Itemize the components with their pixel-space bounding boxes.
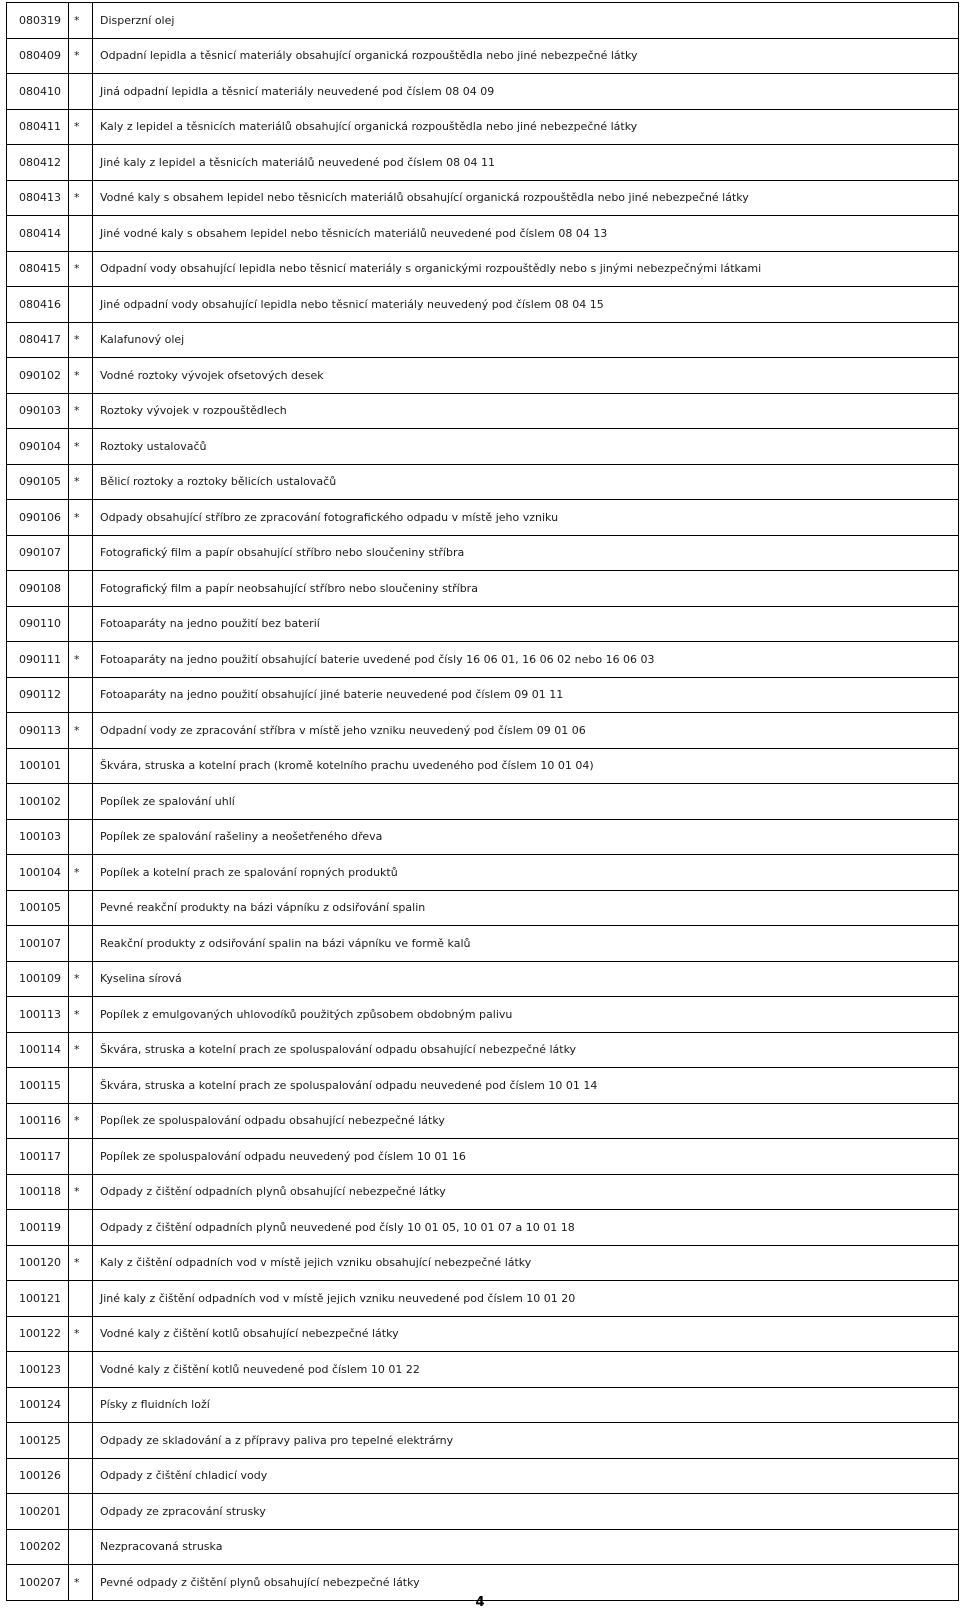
- waste-description-cell: Popílek ze spoluspalování odpadu neuvedený pod číslem 10 01 16: [93, 1139, 959, 1175]
- hazard-flag-cell: [69, 748, 93, 784]
- waste-description-cell: Odpady ze skladování a z přípravy paliva pro tepelné elektrárny: [93, 1423, 959, 1459]
- hazard-flag-cell: [69, 145, 93, 181]
- table-row: [7, 429, 959, 465]
- table-row: [7, 1387, 959, 1423]
- table-row: [7, 606, 959, 642]
- table-row: [7, 819, 959, 855]
- page-number: 4: [475, 1595, 485, 1610]
- waste-code-cell: 090113: [7, 713, 69, 749]
- hazard-flag-cell: [69, 1210, 93, 1246]
- hazard-flag-cell: *: [69, 1103, 93, 1139]
- waste-code-cell: 100103: [7, 819, 69, 855]
- table-row: [7, 997, 959, 1033]
- waste-code-cell: 090102: [7, 358, 69, 394]
- table-row: [7, 322, 959, 358]
- table-row: [7, 961, 959, 997]
- table-row: [7, 393, 959, 429]
- hazard-flag-cell: *: [69, 997, 93, 1033]
- table-row: [7, 145, 959, 181]
- waste-code-cell: 080409: [7, 38, 69, 74]
- waste-description-cell: Popílek ze spalování uhlí: [93, 784, 959, 820]
- waste-description-cell: Jiné odpadní vody obsahující lepidla nebo těsnicí materiály neuvedený pod číslem 08 04 15: [93, 287, 959, 323]
- hazard-flag-cell: *: [69, 3, 93, 39]
- hazard-flag-cell: [69, 1458, 93, 1494]
- waste-code-cell: 080319: [7, 3, 69, 39]
- waste-description-cell: Popílek ze spalování rašeliny a neošetřeného dřeva: [93, 819, 959, 855]
- waste-code-cell: 090106: [7, 500, 69, 536]
- waste-code-cell: 080415: [7, 251, 69, 287]
- hazard-flag-cell: [69, 1494, 93, 1530]
- waste-code-cell: 090111: [7, 642, 69, 678]
- waste-description-cell: Vodné roztoky vývojek ofsetových desek: [93, 358, 959, 394]
- waste-code-cell: 100201: [7, 1494, 69, 1530]
- waste-description-cell: Vodné kaly z čištění kotlů neuvedené pod číslem 10 01 22: [93, 1352, 959, 1388]
- waste-code-cell: 100122: [7, 1316, 69, 1352]
- hazard-flag-cell: [69, 1529, 93, 1565]
- hazard-flag-cell: *: [69, 429, 93, 465]
- waste-code-cell: 100124: [7, 1387, 69, 1423]
- waste-code-cell: 100113: [7, 997, 69, 1033]
- waste-description-cell: Odpady z čištění odpadních plynů neuvedené pod čísly 10 01 05, 10 01 07 a 10 01 18: [93, 1210, 959, 1246]
- waste-code-cell: 100116: [7, 1103, 69, 1139]
- waste-description-cell: Popílek a kotelní prach ze spalování ropných produktů: [93, 855, 959, 891]
- waste-code-cell: 100123: [7, 1352, 69, 1388]
- table-row: [7, 890, 959, 926]
- table-row: [7, 358, 959, 394]
- table-row: [7, 3, 959, 39]
- table-row: [7, 1529, 959, 1565]
- hazard-flag-cell: *: [69, 251, 93, 287]
- hazard-flag-cell: *: [69, 109, 93, 145]
- waste-description-cell: Kyselina sírová: [93, 961, 959, 997]
- waste-description-cell: Jiné vodné kaly s obsahem lepidel nebo těsnicích materiálů neuvedené pod číslem 08 04 13: [93, 216, 959, 252]
- waste-code-cell: 080412: [7, 145, 69, 181]
- waste-description-cell: Pevné reakční produkty na bázi vápníku z odsiřování spalin: [93, 890, 959, 926]
- waste-description-cell: Písky z fluidních loží: [93, 1387, 959, 1423]
- waste-code-cell: 090104: [7, 429, 69, 465]
- waste-code-cell: 080410: [7, 74, 69, 110]
- hazard-flag-cell: [69, 216, 93, 252]
- table-row: [7, 287, 959, 323]
- waste-code-cell: 100114: [7, 1032, 69, 1068]
- waste-description-cell: Odpadní vody obsahující lepidla nebo těsnicí materiály s organickými rozpouštědly nebo s jinými nebezpečnými látkami: [93, 251, 959, 287]
- table-row: [7, 1316, 959, 1352]
- waste-description-cell: Škvára, struska a kotelní prach ze spoluspalování odpadu neuvedené pod číslem 10 01 14: [93, 1068, 959, 1104]
- hazard-flag-cell: [69, 606, 93, 642]
- waste-description-cell: Vodné kaly z čištění kotlů obsahující nebezpečné látky: [93, 1316, 959, 1352]
- waste-code-cell: 100202: [7, 1529, 69, 1565]
- waste-code-cell: 100107: [7, 926, 69, 962]
- hazard-flag-cell: [69, 1139, 93, 1175]
- table-row: [7, 1494, 959, 1530]
- table-row: [7, 1458, 959, 1494]
- hazard-flag-cell: [69, 535, 93, 571]
- hazard-flag-cell: [69, 926, 93, 962]
- waste-description-cell: Disperzní olej: [93, 3, 959, 39]
- table-row: [7, 74, 959, 110]
- waste-code-cell: 080417: [7, 322, 69, 358]
- waste-code-cell: 100115: [7, 1068, 69, 1104]
- waste-code-cell: 100104: [7, 855, 69, 891]
- waste-code-cell: 080416: [7, 287, 69, 323]
- hazard-flag-cell: [69, 1068, 93, 1104]
- table-row: [7, 713, 959, 749]
- waste-code-cell: 090105: [7, 464, 69, 500]
- table-row: [7, 251, 959, 287]
- table-row: [7, 1352, 959, 1388]
- waste-description-cell: Odpadní lepidla a těsnicí materiály obsahující organická rozpouštědla nebo jiné nebezpečné látky: [93, 38, 959, 74]
- hazard-flag-cell: [69, 74, 93, 110]
- table-row: [7, 677, 959, 713]
- table-row: [7, 1032, 959, 1068]
- waste-code-cell: 100118: [7, 1174, 69, 1210]
- table-row: [7, 109, 959, 145]
- hazard-flag-cell: [69, 1423, 93, 1459]
- hazard-flag-cell: *: [69, 1245, 93, 1281]
- table-row: [7, 535, 959, 571]
- waste-description-cell: Fotografický film a papír obsahující stříbro nebo sloučeniny stříbra: [93, 535, 959, 571]
- hazard-flag-cell: [69, 784, 93, 820]
- waste-description-cell: Odpady obsahující stříbro ze zpracování fotografického odpadu v místě jeho vzniku: [93, 500, 959, 536]
- waste-code-cell: 100105: [7, 890, 69, 926]
- hazard-flag-cell: *: [69, 1565, 93, 1601]
- waste-description-cell: Bělicí roztoky a roztoky bělicích ustalovačů: [93, 464, 959, 500]
- table-row: [7, 38, 959, 74]
- waste-description-cell: Škvára, struska a kotelní prach ze spoluspalování odpadu obsahující nebezpečné látky: [93, 1032, 959, 1068]
- waste-description-cell: Kaly z lepidel a těsnicích materiálů obsahující organická rozpouštědla nebo jiné nebezpečné látky: [93, 109, 959, 145]
- waste-description-cell: Nezpracovaná struska: [93, 1529, 959, 1565]
- waste-description-cell: Fotoaparáty na jedno použití obsahující jiné baterie neuvedené pod číslem 09 01 11: [93, 677, 959, 713]
- hazard-flag-cell: *: [69, 500, 93, 536]
- waste-description-cell: Jiné kaly z lepidel a těsnicích materiálů neuvedené pod číslem 08 04 11: [93, 145, 959, 181]
- waste-code-cell: 090103: [7, 393, 69, 429]
- hazard-flag-cell: *: [69, 1174, 93, 1210]
- hazard-flag-cell: *: [69, 642, 93, 678]
- hazard-flag-cell: *: [69, 961, 93, 997]
- waste-code-cell: 080413: [7, 180, 69, 216]
- hazard-flag-cell: [69, 571, 93, 607]
- table-row: [7, 855, 959, 891]
- hazard-flag-cell: [69, 890, 93, 926]
- table-row: [7, 464, 959, 500]
- table-row: [7, 748, 959, 784]
- waste-description-cell: Reakční produkty z odsiřování spalin na bázi vápníku ve formě kalů: [93, 926, 959, 962]
- waste-description-cell: Škvára, struska a kotelní prach (kromě kotelního prachu uvedeného pod číslem 10 01 04): [93, 748, 959, 784]
- table-row: [7, 1068, 959, 1104]
- waste-description-cell: Vodné kaly s obsahem lepidel nebo těsnicích materiálů obsahující organická rozpouštědla nebo jiné nebezpečné látky: [93, 180, 959, 216]
- waste-code-cell: 090108: [7, 571, 69, 607]
- waste-description-cell: Roztoky ustalovačů: [93, 429, 959, 465]
- hazard-flag-cell: [69, 677, 93, 713]
- table-row: [7, 784, 959, 820]
- waste-description-cell: Kaly z čištění odpadních vod v místě jejich vzniku obsahující nebezpečné látky: [93, 1245, 959, 1281]
- waste-description-cell: Jiné kaly z čištění odpadních vod v místě jejich vzniku neuvedené pod číslem 10 01 20: [93, 1281, 959, 1317]
- waste-description-cell: Popílek z emulgovaných uhlovodíků použitých způsobem obdobným palivu: [93, 997, 959, 1033]
- table-row: [7, 1245, 959, 1281]
- waste-code-cell: 100125: [7, 1423, 69, 1459]
- waste-code-cell: 100119: [7, 1210, 69, 1246]
- waste-code-cell: 090112: [7, 677, 69, 713]
- waste-description-cell: Odpady ze zpracování strusky: [93, 1494, 959, 1530]
- waste-code-cell: 100121: [7, 1281, 69, 1317]
- waste-description-cell: Popílek ze spoluspalování odpadu obsahující nebezpečné látky: [93, 1103, 959, 1139]
- waste-catalogue-table: [6, 2, 959, 1601]
- hazard-flag-cell: *: [69, 713, 93, 749]
- waste-code-cell: 100117: [7, 1139, 69, 1175]
- waste-description-cell: Roztoky vývojek v rozpouštědlech: [93, 393, 959, 429]
- hazard-flag-cell: [69, 819, 93, 855]
- hazard-flag-cell: [69, 287, 93, 323]
- hazard-flag-cell: *: [69, 180, 93, 216]
- table-row: [7, 1103, 959, 1139]
- waste-code-cell: 100109: [7, 961, 69, 997]
- hazard-flag-cell: *: [69, 38, 93, 74]
- hazard-flag-cell: *: [69, 464, 93, 500]
- waste-description-cell: Fotoaparáty na jedno použití obsahující baterie uvedené pod čísly 16 06 01, 16 06 02 nebo 16 06 03: [93, 642, 959, 678]
- waste-description-cell: Fotografický film a papír neobsahující stříbro nebo sloučeniny stříbra: [93, 571, 959, 607]
- hazard-flag-cell: *: [69, 322, 93, 358]
- waste-description-cell: Kalafunový olej: [93, 322, 959, 358]
- hazard-flag-cell: *: [69, 855, 93, 891]
- hazard-flag-cell: [69, 1281, 93, 1317]
- waste-code-cell: 080414: [7, 216, 69, 252]
- waste-code-cell: 080411: [7, 109, 69, 145]
- hazard-flag-cell: [69, 1387, 93, 1423]
- waste-code-cell: 100126: [7, 1458, 69, 1494]
- hazard-flag-cell: *: [69, 393, 93, 429]
- hazard-flag-cell: *: [69, 1316, 93, 1352]
- table-row: [7, 1210, 959, 1246]
- waste-code-cell: 100120: [7, 1245, 69, 1281]
- waste-description-cell: Odpady z čištění chladicí vody: [93, 1458, 959, 1494]
- table-row: [7, 180, 959, 216]
- table-row: [7, 571, 959, 607]
- waste-description-cell: Odpady z čištění odpadních plynů obsahující nebezpečné látky: [93, 1174, 959, 1210]
- table-row: [7, 642, 959, 678]
- waste-code-cell: 100101: [7, 748, 69, 784]
- hazard-flag-cell: *: [69, 358, 93, 394]
- waste-description-cell: Jiná odpadní lepidla a těsnicí materiály neuvedené pod číslem 08 04 09: [93, 74, 959, 110]
- table-row: [7, 500, 959, 536]
- waste-description-cell: Pevné odpady z čištění plynů obsahující nebezpečné látky: [93, 1565, 959, 1601]
- table-body: [7, 3, 959, 1601]
- waste-description-cell: Fotoaparáty na jedno použití bez baterií: [93, 606, 959, 642]
- waste-code-cell: 100207: [7, 1565, 69, 1601]
- table-row: [7, 1139, 959, 1175]
- table-row: [7, 1174, 959, 1210]
- table-row: [7, 1423, 959, 1459]
- waste-code-cell: 100102: [7, 784, 69, 820]
- hazard-flag-cell: *: [69, 1032, 93, 1068]
- table-row: [7, 926, 959, 962]
- hazard-flag-cell: [69, 1352, 93, 1388]
- table-row: [7, 1281, 959, 1317]
- waste-description-cell: Odpadní vody ze zpracování stříbra v místě jeho vzniku neuvedený pod číslem 09 01 06: [93, 713, 959, 749]
- table-row: [7, 216, 959, 252]
- waste-code-cell: 090110: [7, 606, 69, 642]
- waste-code-cell: 090107: [7, 535, 69, 571]
